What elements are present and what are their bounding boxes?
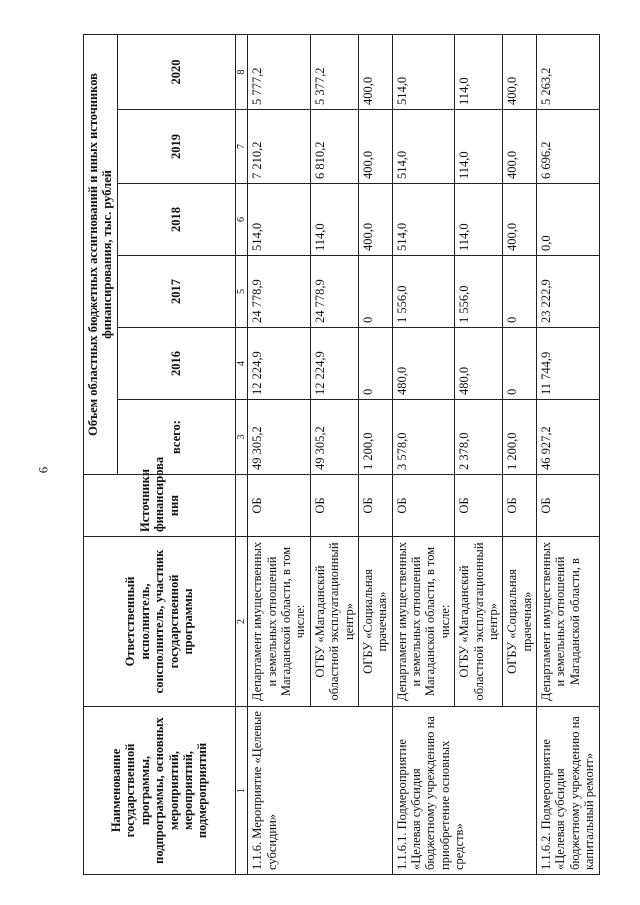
total-cell: 46 927,2 xyxy=(537,400,600,475)
value-cell: 514,0 xyxy=(392,184,455,256)
source-cell: ОБ xyxy=(358,475,392,537)
value-cell: 24 778,9 xyxy=(248,256,311,328)
table-row xyxy=(537,34,600,874)
value-cell: 0 xyxy=(358,328,392,400)
header-total: всего: xyxy=(117,400,235,475)
header-name: Наименование государственной программы, подпрограммы, основных мероприятий, мероприятий, подмероприятий xyxy=(84,707,236,875)
column-number: 4 xyxy=(235,328,248,400)
value-cell: 400,0 xyxy=(358,184,392,256)
header-year: 2019 xyxy=(117,110,235,184)
header-year: 2018 xyxy=(117,184,235,256)
budget-table xyxy=(83,34,600,875)
value-cell: 12 224,9 xyxy=(310,328,358,400)
budget-table-rotated xyxy=(83,35,623,875)
total-cell: 49 305,2 xyxy=(310,400,358,475)
value-cell: 0 xyxy=(358,256,392,328)
value-cell: 12 224,9 xyxy=(248,328,311,400)
measure-name: 1.1.6.2. Подмероприятие «Целевая субсидия бюджетному учреждению на капитальный ремонт» xyxy=(537,707,600,875)
measure-name: 1.1.6. Мероприятие «Целевые субсидии» xyxy=(248,707,392,875)
header-responsible: Ответственный исполнитель, соисполнитель, участник государственной программы xyxy=(84,537,236,707)
value-cell: 23 222,9 xyxy=(537,256,600,328)
total-cell: 1 200,0 xyxy=(358,400,392,475)
responsible-cell: Департамент имущественных и земельных отношений Магаданской области, в том числе: xyxy=(248,537,311,707)
value-cell: 114,0 xyxy=(455,34,503,109)
header-year: 2020 xyxy=(117,34,235,109)
value-cell: 7 210,2 xyxy=(248,110,311,184)
header-year: 2017 xyxy=(117,256,235,328)
source-cell: ОБ xyxy=(503,475,537,537)
responsible-cell: ОГБУ «Социальная прачечная» xyxy=(503,537,537,707)
value-cell: 6 810,2 xyxy=(310,110,358,184)
table-row xyxy=(392,34,455,874)
value-cell: 400,0 xyxy=(503,34,537,109)
value-cell: 400,0 xyxy=(358,34,392,109)
column-number-row xyxy=(235,34,248,874)
source-cell: ОБ xyxy=(248,475,311,537)
column-number: 2 xyxy=(235,537,248,707)
total-cell: 3 578,0 xyxy=(392,400,455,475)
column-number: 3 xyxy=(235,400,248,475)
value-cell: 11 744,9 xyxy=(537,328,600,400)
column-number: 6 xyxy=(235,184,248,256)
source-cell: ОБ xyxy=(310,475,358,537)
responsible-cell: Департамент имущественных и земельных отношений Магаданской области, в том числе: xyxy=(392,537,455,707)
value-cell: 114,0 xyxy=(310,184,358,256)
responsible-cell: ОГБУ «Магаданский областной эксплуатационный центр» xyxy=(455,537,503,707)
value-cell: 400,0 xyxy=(358,110,392,184)
value-cell: 0 xyxy=(503,256,537,328)
responsible-cell: Департамент имущественных и земельных отношений Магаданской области, в xyxy=(537,537,600,707)
responsible-cell: ОГБУ «Социальная прачечная» xyxy=(358,537,392,707)
responsible-cell: ОГБУ «Магаданский областной эксплуатационный центр» xyxy=(310,537,358,707)
column-number: 1 xyxy=(235,707,248,875)
value-cell: 24 778,9 xyxy=(310,256,358,328)
value-cell: 5 263,2 xyxy=(537,34,600,109)
header-volume: Объем областных бюджетных ассигнований и иных источников финансирования, тыс. рублей xyxy=(84,34,118,474)
total-cell: 1 200,0 xyxy=(503,400,537,475)
value-cell: 5 377,2 xyxy=(310,34,358,109)
source-cell: ОБ xyxy=(537,475,600,537)
total-cell: 49 305,2 xyxy=(248,400,311,475)
header-year: 2016 xyxy=(117,328,235,400)
measure-name: 1.1.6.1. Подмероприятие «Целевая субсидия бюджетному учреждению на приобретение основных средств» xyxy=(392,707,536,875)
value-cell: 6 696,2 xyxy=(537,110,600,184)
value-cell: 400,0 xyxy=(503,184,537,256)
value-cell: 0 xyxy=(503,328,537,400)
column-number xyxy=(235,475,248,537)
header-source: Источники финансирова ния xyxy=(84,475,236,537)
column-number: 7 xyxy=(235,110,248,184)
column-number: 8 xyxy=(235,34,248,109)
page-number: 6 xyxy=(35,466,51,474)
value-cell: 400,0 xyxy=(503,110,537,184)
value-cell: 480,0 xyxy=(455,328,503,400)
value-cell: 5 777,2 xyxy=(248,34,311,109)
value-cell: 514,0 xyxy=(392,34,455,109)
value-cell: 114,0 xyxy=(455,110,503,184)
total-cell: 2 378,0 xyxy=(455,400,503,475)
value-cell: 0,0 xyxy=(537,184,600,256)
value-cell: 480,0 xyxy=(392,328,455,400)
value-cell: 514,0 xyxy=(248,184,311,256)
source-cell: ОБ xyxy=(455,475,503,537)
column-number: 5 xyxy=(235,256,248,328)
value-cell: 1 556,0 xyxy=(392,256,455,328)
value-cell: 1 556,0 xyxy=(455,256,503,328)
value-cell: 114,0 xyxy=(455,184,503,256)
header-row-1 xyxy=(84,34,118,874)
table-row xyxy=(248,34,311,874)
source-cell: ОБ xyxy=(392,475,455,537)
value-cell: 514,0 xyxy=(392,110,455,184)
